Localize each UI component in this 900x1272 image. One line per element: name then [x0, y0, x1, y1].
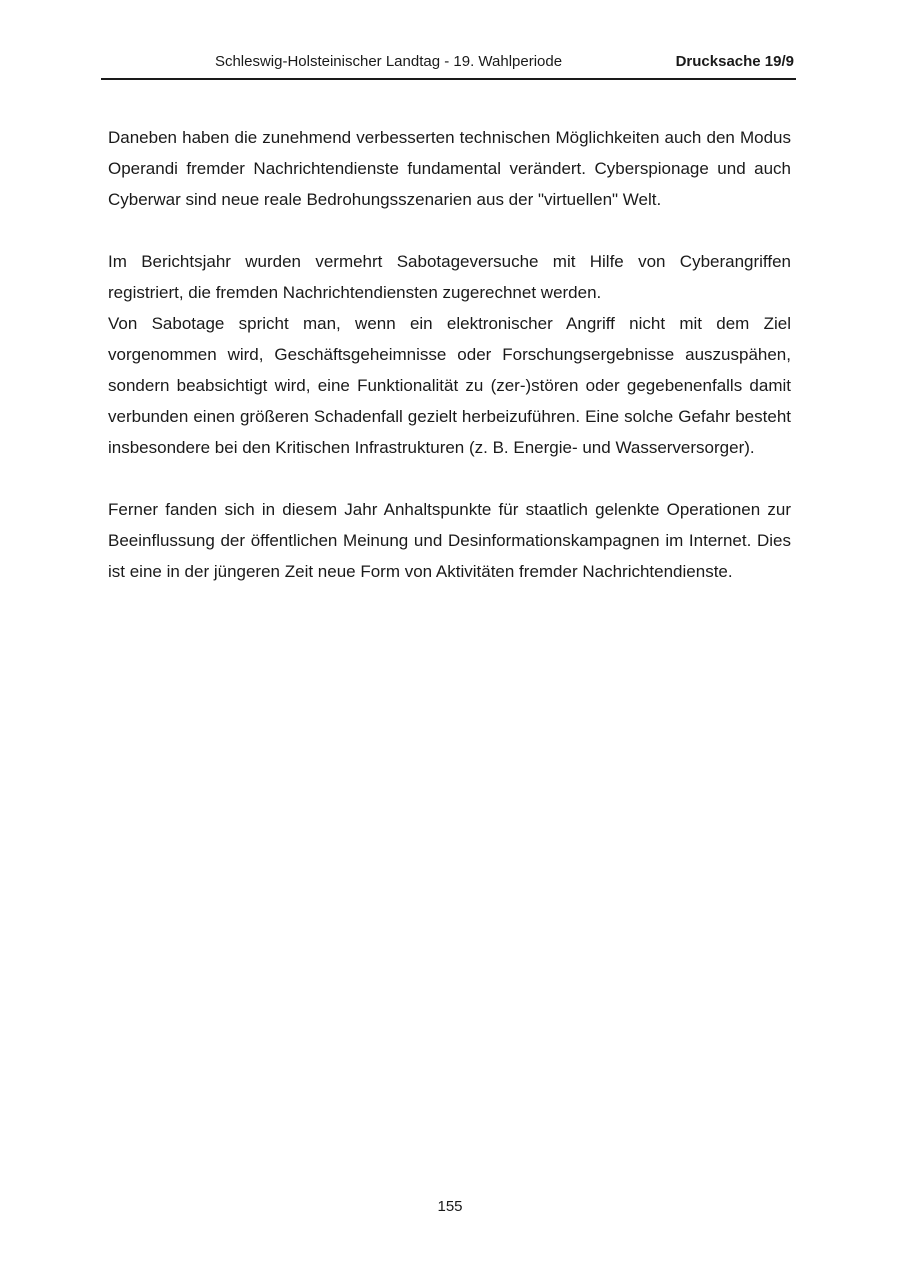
page-header	[101, 50, 796, 80]
page-number: 155	[437, 1198, 463, 1215]
document-body	[108, 122, 791, 587]
document-number: Drucksache 19/9	[675, 53, 794, 70]
paragraph-cyber-espionage: Daneben haben die zunehmend verbesserten technischen Möglichkeiten auch den Modus Operandi fremder Nachrichtendienste fundamental verändert. Cyberspionage und auch Cyberwar sind neue reale Bedrohungsszenarien aus der "virtuellen" Welt.	[108, 128, 791, 209]
header-title: Schleswig-Holsteinischer Landtag - 19. Wahlperiode	[214, 53, 563, 70]
paragraph-sabotage-definition: Von Sabotage spricht man, wenn ein elektronischer Angriff nicht mit dem Ziel vorgenommen wird, Geschäftsgeheimnisse oder Forschungsergebnisse auszuspähen, sondern beabsichtigt wird, eine Funktionalität zu (zer-)stören oder gegebenenfalls damit verbunden einen größeren Schadenfall gezielt herbeizuführen. Eine solche Gefahr besteht insbesondere bei den Kritischen Infrastrukturen (z. B. Energie- und Wasserversorger).	[108, 314, 791, 457]
paragraph-sabotage-attempts: Im Berichtsjahr wurden vermehrt Sabotageversuche mit Hilfe von Cyberangriffen registriert, die fremden Nachrichtendiensten zugerechnet werden.	[108, 252, 791, 302]
paragraph-disinformation: Ferner fanden sich in diesem Jahr Anhaltspunkte für staatlich gelenkte Operationen zur Beeinflussung der öffentlichen Meinung und Desinformationskampagnen im Internet. Dies ist eine in der jüngeren Zeit neue Form von Aktivitäten fremder Nachrichtendienste.	[108, 500, 791, 581]
